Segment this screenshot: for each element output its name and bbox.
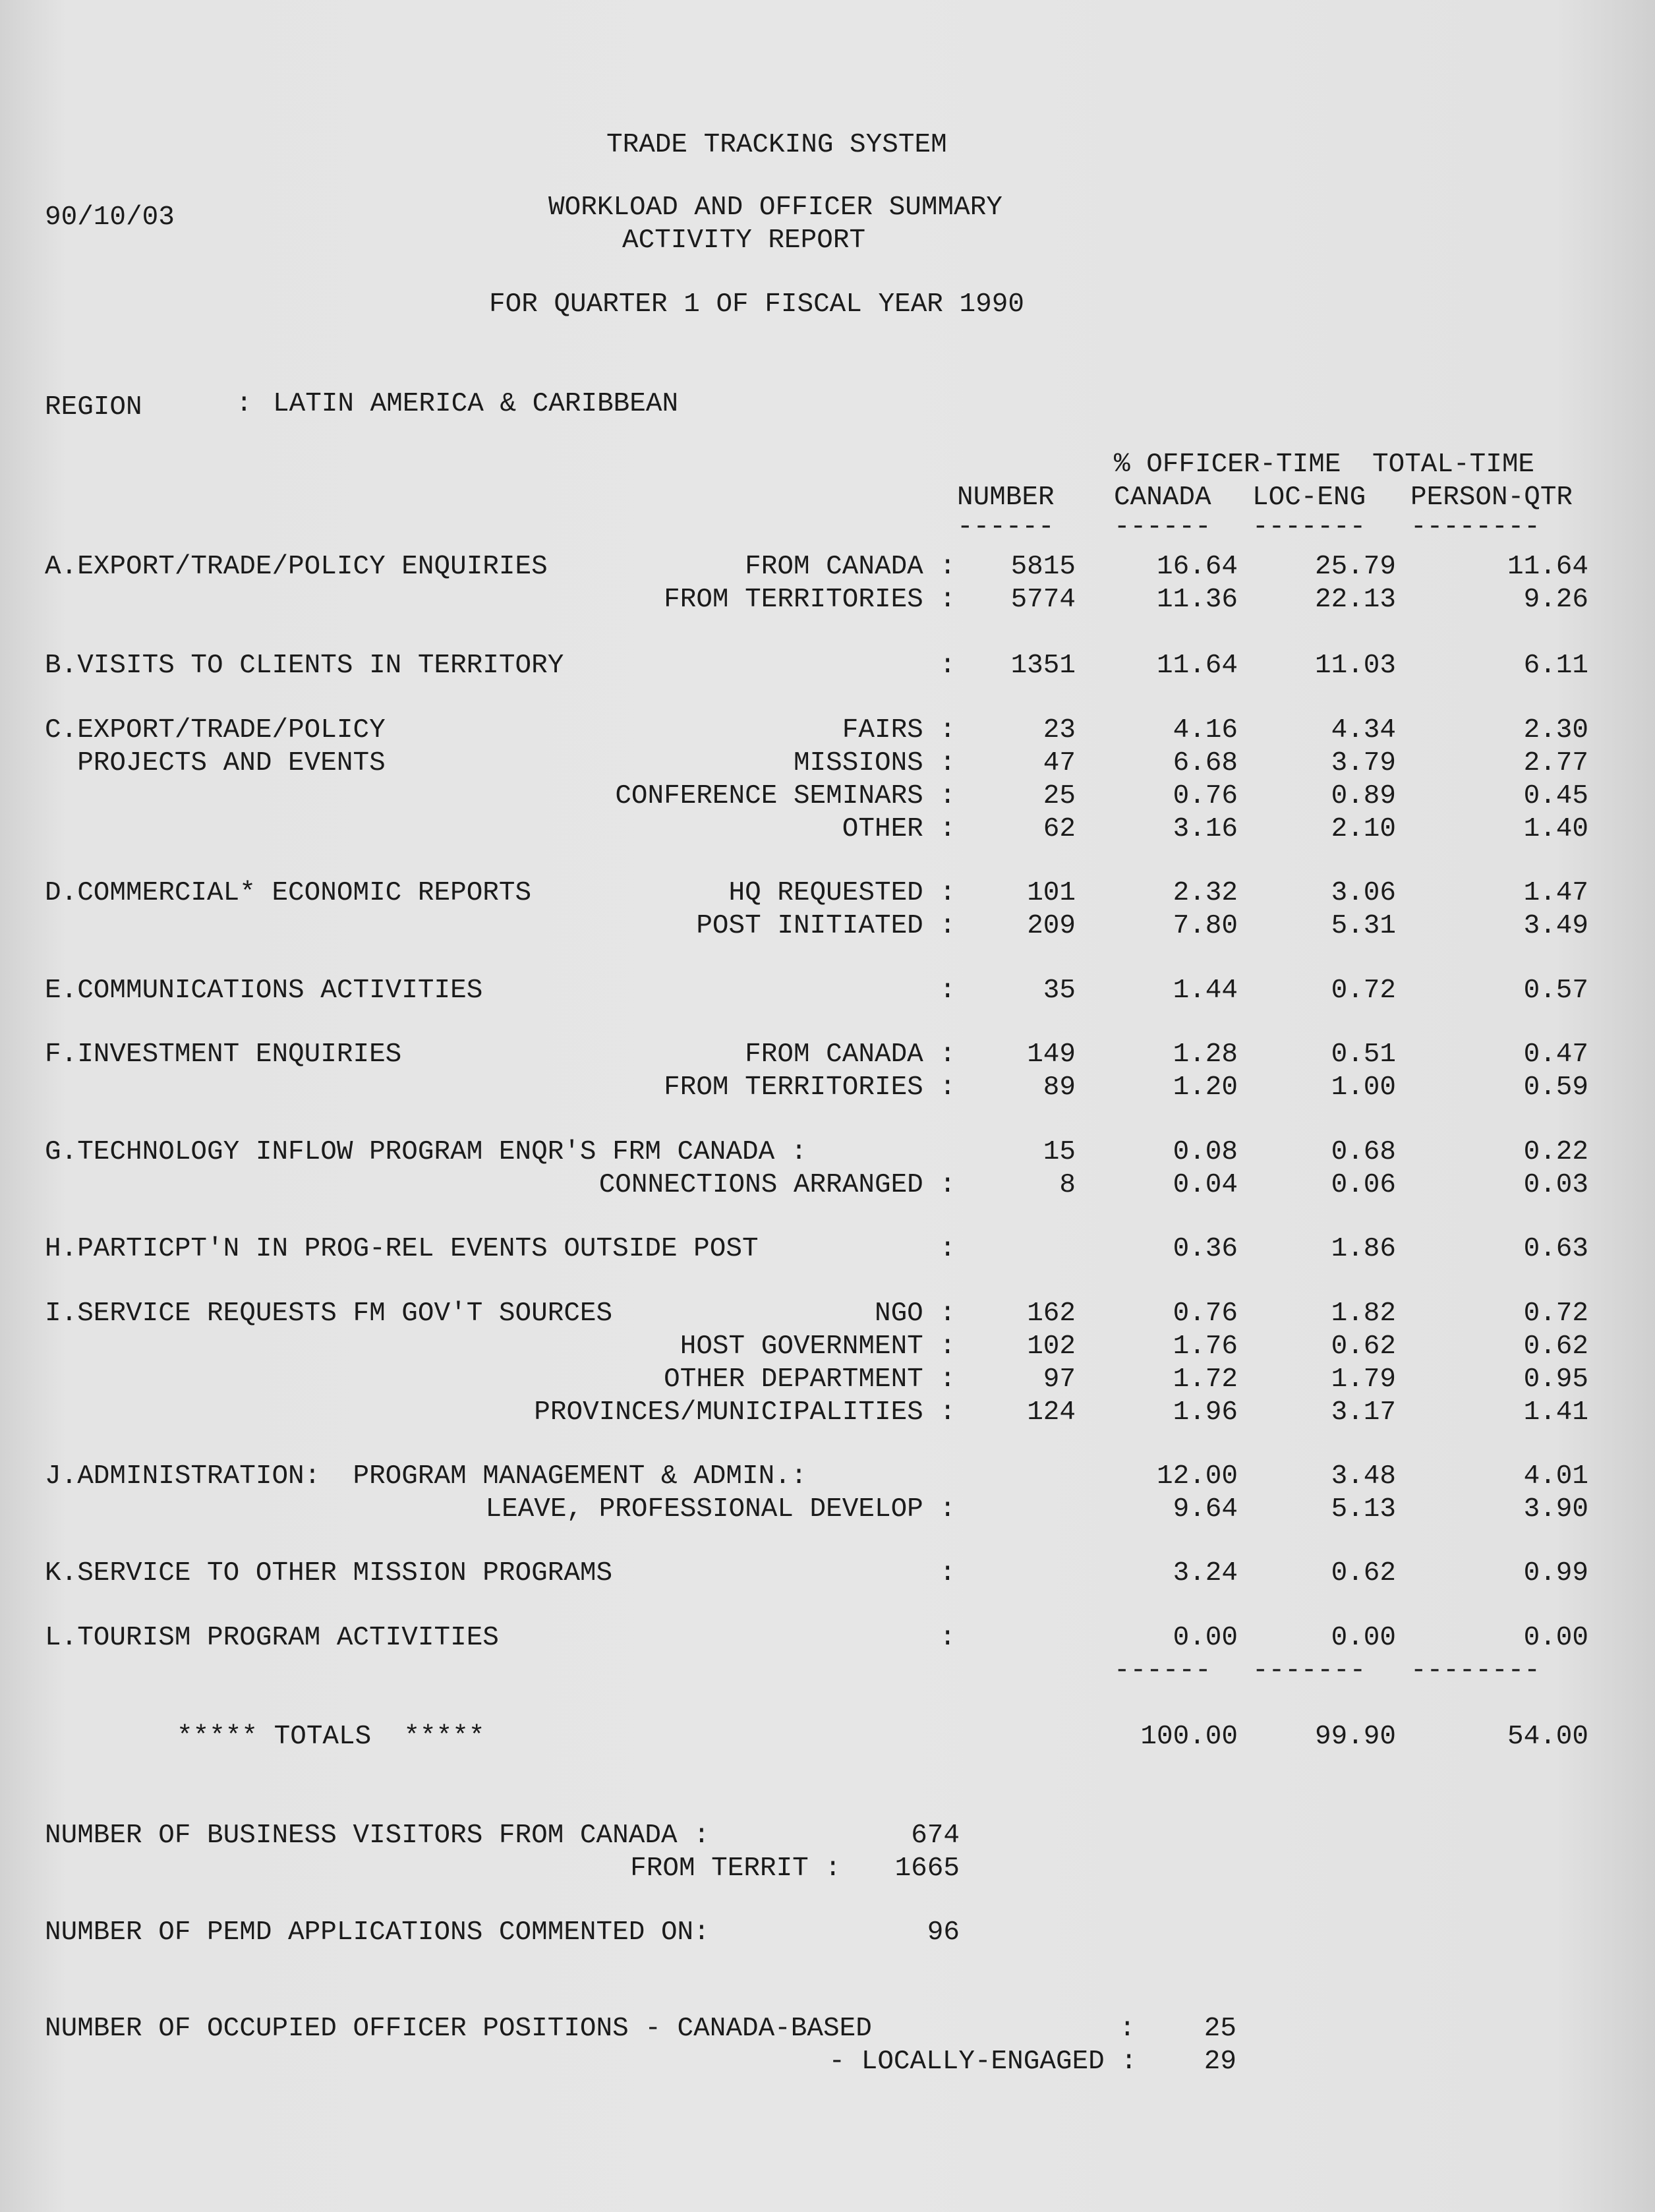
report-date: 90/10/03: [45, 202, 175, 233]
row-number: 35: [1043, 975, 1076, 1006]
row-person-qtr: 0.59: [1523, 1072, 1588, 1103]
row-subcategory: CONFERENCE SEMINARS :: [615, 781, 956, 811]
row-category: L.TOURISM PROGRAM ACTIVITIES: [45, 1623, 499, 1653]
row-number: 8: [1059, 1170, 1076, 1200]
row-canada-pct: 12.00: [1156, 1461, 1238, 1492]
row-subcategory: OTHER :: [842, 814, 956, 844]
row-canada-pct: 0.76: [1173, 1298, 1238, 1329]
row-subcategory: PROVINCES/MUNICIPALITIES :: [534, 1397, 956, 1428]
canada-column-rule: ------: [1114, 512, 1211, 542]
region-separator: :: [236, 389, 252, 419]
officer-positions-label: NUMBER OF OCCUPIED OFFICER POSITIONS - CANADA-BASED: [45, 2014, 872, 2044]
row-canada-pct: 1.20: [1173, 1072, 1238, 1103]
row-loceng-pct: 1.82: [1331, 1298, 1396, 1329]
row-canada-pct: 4.16: [1173, 715, 1238, 745]
row-loceng-pct: 1.79: [1331, 1364, 1396, 1395]
number-column-rule: ------: [957, 512, 1055, 542]
row-canada-pct: 16.64: [1156, 552, 1238, 582]
row-number: 162: [1027, 1298, 1076, 1329]
row-person-qtr: 0.03: [1523, 1170, 1588, 1200]
officer-positions-canada: 25: [1204, 2014, 1236, 2044]
business-visitors-territ: 1665: [894, 1853, 960, 1884]
loceng-column-header: LOC-ENG: [1252, 482, 1366, 513]
row-canada-pct: 0.36: [1173, 1234, 1238, 1264]
row-person-qtr: 0.47: [1523, 1039, 1588, 1070]
totals-personqtr: 54.00: [1507, 1722, 1588, 1752]
row-person-qtr: 0.57: [1523, 975, 1588, 1006]
row-canada-pct: 1.72: [1173, 1364, 1238, 1395]
row-person-qtr: 9.26: [1523, 585, 1588, 615]
row-number: 15: [1043, 1137, 1076, 1167]
row-loceng-pct: 5.31: [1331, 911, 1396, 941]
row-canada-pct: 9.64: [1173, 1494, 1238, 1525]
row-number: 62: [1043, 814, 1076, 844]
row-loceng-pct: 0.62: [1331, 1558, 1396, 1588]
row-person-qtr: 0.63: [1523, 1234, 1588, 1264]
personqtr-column-rule: --------: [1410, 512, 1540, 542]
system-title: TRADE TRACKING SYSTEM: [606, 130, 947, 160]
row-category: I.SERVICE REQUESTS FM GOV'T SOURCES: [45, 1298, 613, 1329]
row-number: 101: [1027, 878, 1076, 908]
row-canada-pct: 2.32: [1173, 878, 1238, 908]
row-loceng-pct: 0.06: [1331, 1170, 1396, 1200]
officer-positions-separator: :: [1119, 2014, 1136, 2044]
row-canada-pct: 7.80: [1173, 911, 1238, 941]
row-loceng-pct: 0.51: [1331, 1039, 1396, 1070]
row-subcategory: :: [939, 1234, 956, 1264]
row-subcategory: :: [939, 1623, 956, 1653]
row-canada-pct: 3.24: [1173, 1558, 1238, 1588]
report-title-2: ACTIVITY REPORT: [622, 225, 866, 256]
row-loceng-pct: 5.13: [1331, 1494, 1396, 1525]
officer-positions-local: 29: [1204, 2047, 1236, 2077]
row-category: G.TECHNOLOGY INFLOW PROGRAM ENQR'S FRM CANADA :: [45, 1137, 807, 1167]
row-subcategory: FROM CANADA :: [745, 552, 956, 582]
row-number: 23: [1043, 715, 1076, 745]
row-person-qtr: 0.95: [1523, 1364, 1588, 1395]
totals-label: ***** TOTALS *****: [177, 1722, 485, 1752]
row-subcategory: LEAVE, PROFESSIONAL DEVELOP :: [485, 1494, 956, 1525]
row-loceng-pct: 0.68: [1331, 1137, 1396, 1167]
row-canada-pct: 11.64: [1156, 651, 1238, 681]
row-person-qtr: 2.77: [1523, 748, 1588, 778]
personqtr-column-header: PERSON-QTR: [1410, 482, 1573, 513]
row-subcategory: FROM CANADA :: [745, 1039, 956, 1070]
totals-loceng-rule: -------: [1252, 1656, 1366, 1686]
row-number: 124: [1027, 1397, 1076, 1428]
row-loceng-pct: 3.48: [1331, 1461, 1396, 1492]
total-time-header: TOTAL-TIME: [1372, 450, 1535, 480]
row-person-qtr: 0.99: [1523, 1558, 1588, 1588]
row-subcategory: OTHER DEPARTMENT :: [664, 1364, 956, 1395]
pemd-applications-label: NUMBER OF PEMD APPLICATIONS COMMENTED ON:: [45, 1917, 710, 1948]
row-number: 102: [1027, 1331, 1076, 1362]
pemd-applications-value: 96: [927, 1917, 960, 1948]
row-loceng-pct: 3.06: [1331, 878, 1396, 908]
row-canada-pct: 6.68: [1173, 748, 1238, 778]
row-loceng-pct: 0.72: [1331, 975, 1396, 1006]
business-visitors-canada: 674: [911, 1820, 960, 1851]
row-person-qtr: 0.62: [1523, 1331, 1588, 1362]
region-value: LATIN AMERICA & CARIBBEAN: [273, 389, 679, 419]
business-visitors-territ-label: FROM TERRIT :: [630, 1853, 841, 1884]
row-subcategory: HOST GOVERNMENT :: [680, 1331, 956, 1362]
totals-loceng: 99.90: [1314, 1722, 1396, 1752]
row-category: E.COMMUNICATIONS ACTIVITIES: [45, 975, 483, 1006]
row-loceng-pct: 0.89: [1331, 781, 1396, 811]
row-subcategory: POST INITIATED :: [696, 911, 956, 941]
row-canada-pct: 0.76: [1173, 781, 1238, 811]
row-loceng-pct: 3.79: [1331, 748, 1396, 778]
row-subcategory: HQ REQUESTED :: [728, 878, 956, 908]
row-subcategory: FAIRS :: [842, 715, 956, 745]
row-subcategory: CONNECTIONS ARRANGED :: [598, 1170, 956, 1200]
row-loceng-pct: 2.10: [1331, 814, 1396, 844]
row-subcategory: :: [939, 975, 956, 1006]
row-category: D.COMMERCIAL* ECONOMIC REPORTS: [45, 878, 532, 908]
row-person-qtr: 11.64: [1507, 552, 1588, 582]
row-number: 97: [1043, 1364, 1076, 1395]
row-loceng-pct: 22.13: [1314, 585, 1396, 615]
canada-column-header: CANADA: [1114, 482, 1211, 513]
row-subcategory: :: [939, 651, 956, 681]
row-canada-pct: 1.28: [1173, 1039, 1238, 1070]
row-canada-pct: 0.08: [1173, 1137, 1238, 1167]
row-canada-pct: 0.00: [1173, 1623, 1238, 1653]
row-category: J.ADMINISTRATION: PROGRAM MANAGEMENT & ADMIN.:: [45, 1461, 807, 1492]
row-person-qtr: 0.22: [1523, 1137, 1588, 1167]
row-loceng-pct: 3.17: [1331, 1397, 1396, 1428]
row-number: 149: [1027, 1039, 1076, 1070]
row-subcategory: NGO :: [874, 1298, 956, 1329]
row-category: K.SERVICE TO OTHER MISSION PROGRAMS: [45, 1558, 613, 1588]
row-person-qtr: 2.30: [1523, 715, 1588, 745]
number-column-header: NUMBER: [957, 482, 1055, 513]
row-canada-pct: 0.04: [1173, 1170, 1238, 1200]
row-loceng-pct: 0.00: [1331, 1623, 1396, 1653]
row-person-qtr: 0.45: [1523, 781, 1588, 811]
business-visitors-label: NUMBER OF BUSINESS VISITORS FROM CANADA :: [45, 1820, 710, 1851]
row-number: 5774: [1010, 585, 1076, 615]
row-loceng-pct: 0.62: [1331, 1331, 1396, 1362]
row-person-qtr: 1.40: [1523, 814, 1588, 844]
row-number: 25: [1043, 781, 1076, 811]
row-category: PROJECTS AND EVENTS: [45, 748, 386, 778]
row-loceng-pct: 11.03: [1314, 651, 1396, 681]
row-number: 47: [1043, 748, 1076, 778]
row-canada-pct: 1.44: [1173, 975, 1238, 1006]
row-person-qtr: 0.72: [1523, 1298, 1588, 1329]
row-loceng-pct: 25.79: [1314, 552, 1396, 582]
row-loceng-pct: 4.34: [1331, 715, 1396, 745]
row-loceng-pct: 1.86: [1331, 1234, 1396, 1264]
report-period: FOR QUARTER 1 OF FISCAL YEAR 1990: [489, 289, 1024, 320]
row-person-qtr: 0.00: [1523, 1623, 1588, 1653]
row-person-qtr: 1.41: [1523, 1397, 1588, 1428]
row-subcategory: FROM TERRITORIES :: [664, 1072, 956, 1103]
row-category: C.EXPORT/TRADE/POLICY: [45, 715, 386, 745]
row-person-qtr: 6.11: [1523, 651, 1588, 681]
row-number: 89: [1043, 1072, 1076, 1103]
row-number: 209: [1027, 911, 1076, 941]
officer-time-header: % OFFICER-TIME: [1114, 450, 1341, 480]
totals-personqtr-rule: --------: [1410, 1656, 1540, 1686]
row-subcategory: MISSIONS :: [793, 748, 956, 778]
row-number: 1351: [1010, 651, 1076, 681]
totals-canada: 100.00: [1140, 1722, 1238, 1752]
row-person-qtr: 3.90: [1523, 1494, 1588, 1525]
officer-positions-local-label: - LOCALLY-ENGAGED :: [828, 2047, 1137, 2077]
row-canada-pct: 1.96: [1173, 1397, 1238, 1428]
totals-canada-rule: ------: [1114, 1656, 1211, 1686]
region-label: REGION: [45, 392, 142, 422]
report-title-1: WORKLOAD AND OFFICER SUMMARY: [548, 192, 1002, 223]
row-category: A.EXPORT/TRADE/POLICY ENQUIRIES: [45, 552, 548, 582]
row-loceng-pct: 1.00: [1331, 1072, 1396, 1103]
loceng-column-rule: -------: [1252, 512, 1366, 542]
row-category: H.PARTICPT'N IN PROG-REL EVENTS OUTSIDE POST: [45, 1234, 759, 1264]
row-canada-pct: 1.76: [1173, 1331, 1238, 1362]
row-category: F.INVESTMENT ENQUIRIES: [45, 1039, 402, 1070]
row-subcategory: FROM TERRITORIES :: [664, 585, 956, 615]
row-category: B.VISITS TO CLIENTS IN TERRITORY: [45, 651, 564, 681]
row-person-qtr: 1.47: [1523, 878, 1588, 908]
row-person-qtr: 4.01: [1523, 1461, 1588, 1492]
row-subcategory: :: [939, 1558, 956, 1588]
row-person-qtr: 3.49: [1523, 911, 1588, 941]
row-canada-pct: 3.16: [1173, 814, 1238, 844]
row-canada-pct: 11.36: [1156, 585, 1238, 615]
row-number: 5815: [1010, 552, 1076, 582]
